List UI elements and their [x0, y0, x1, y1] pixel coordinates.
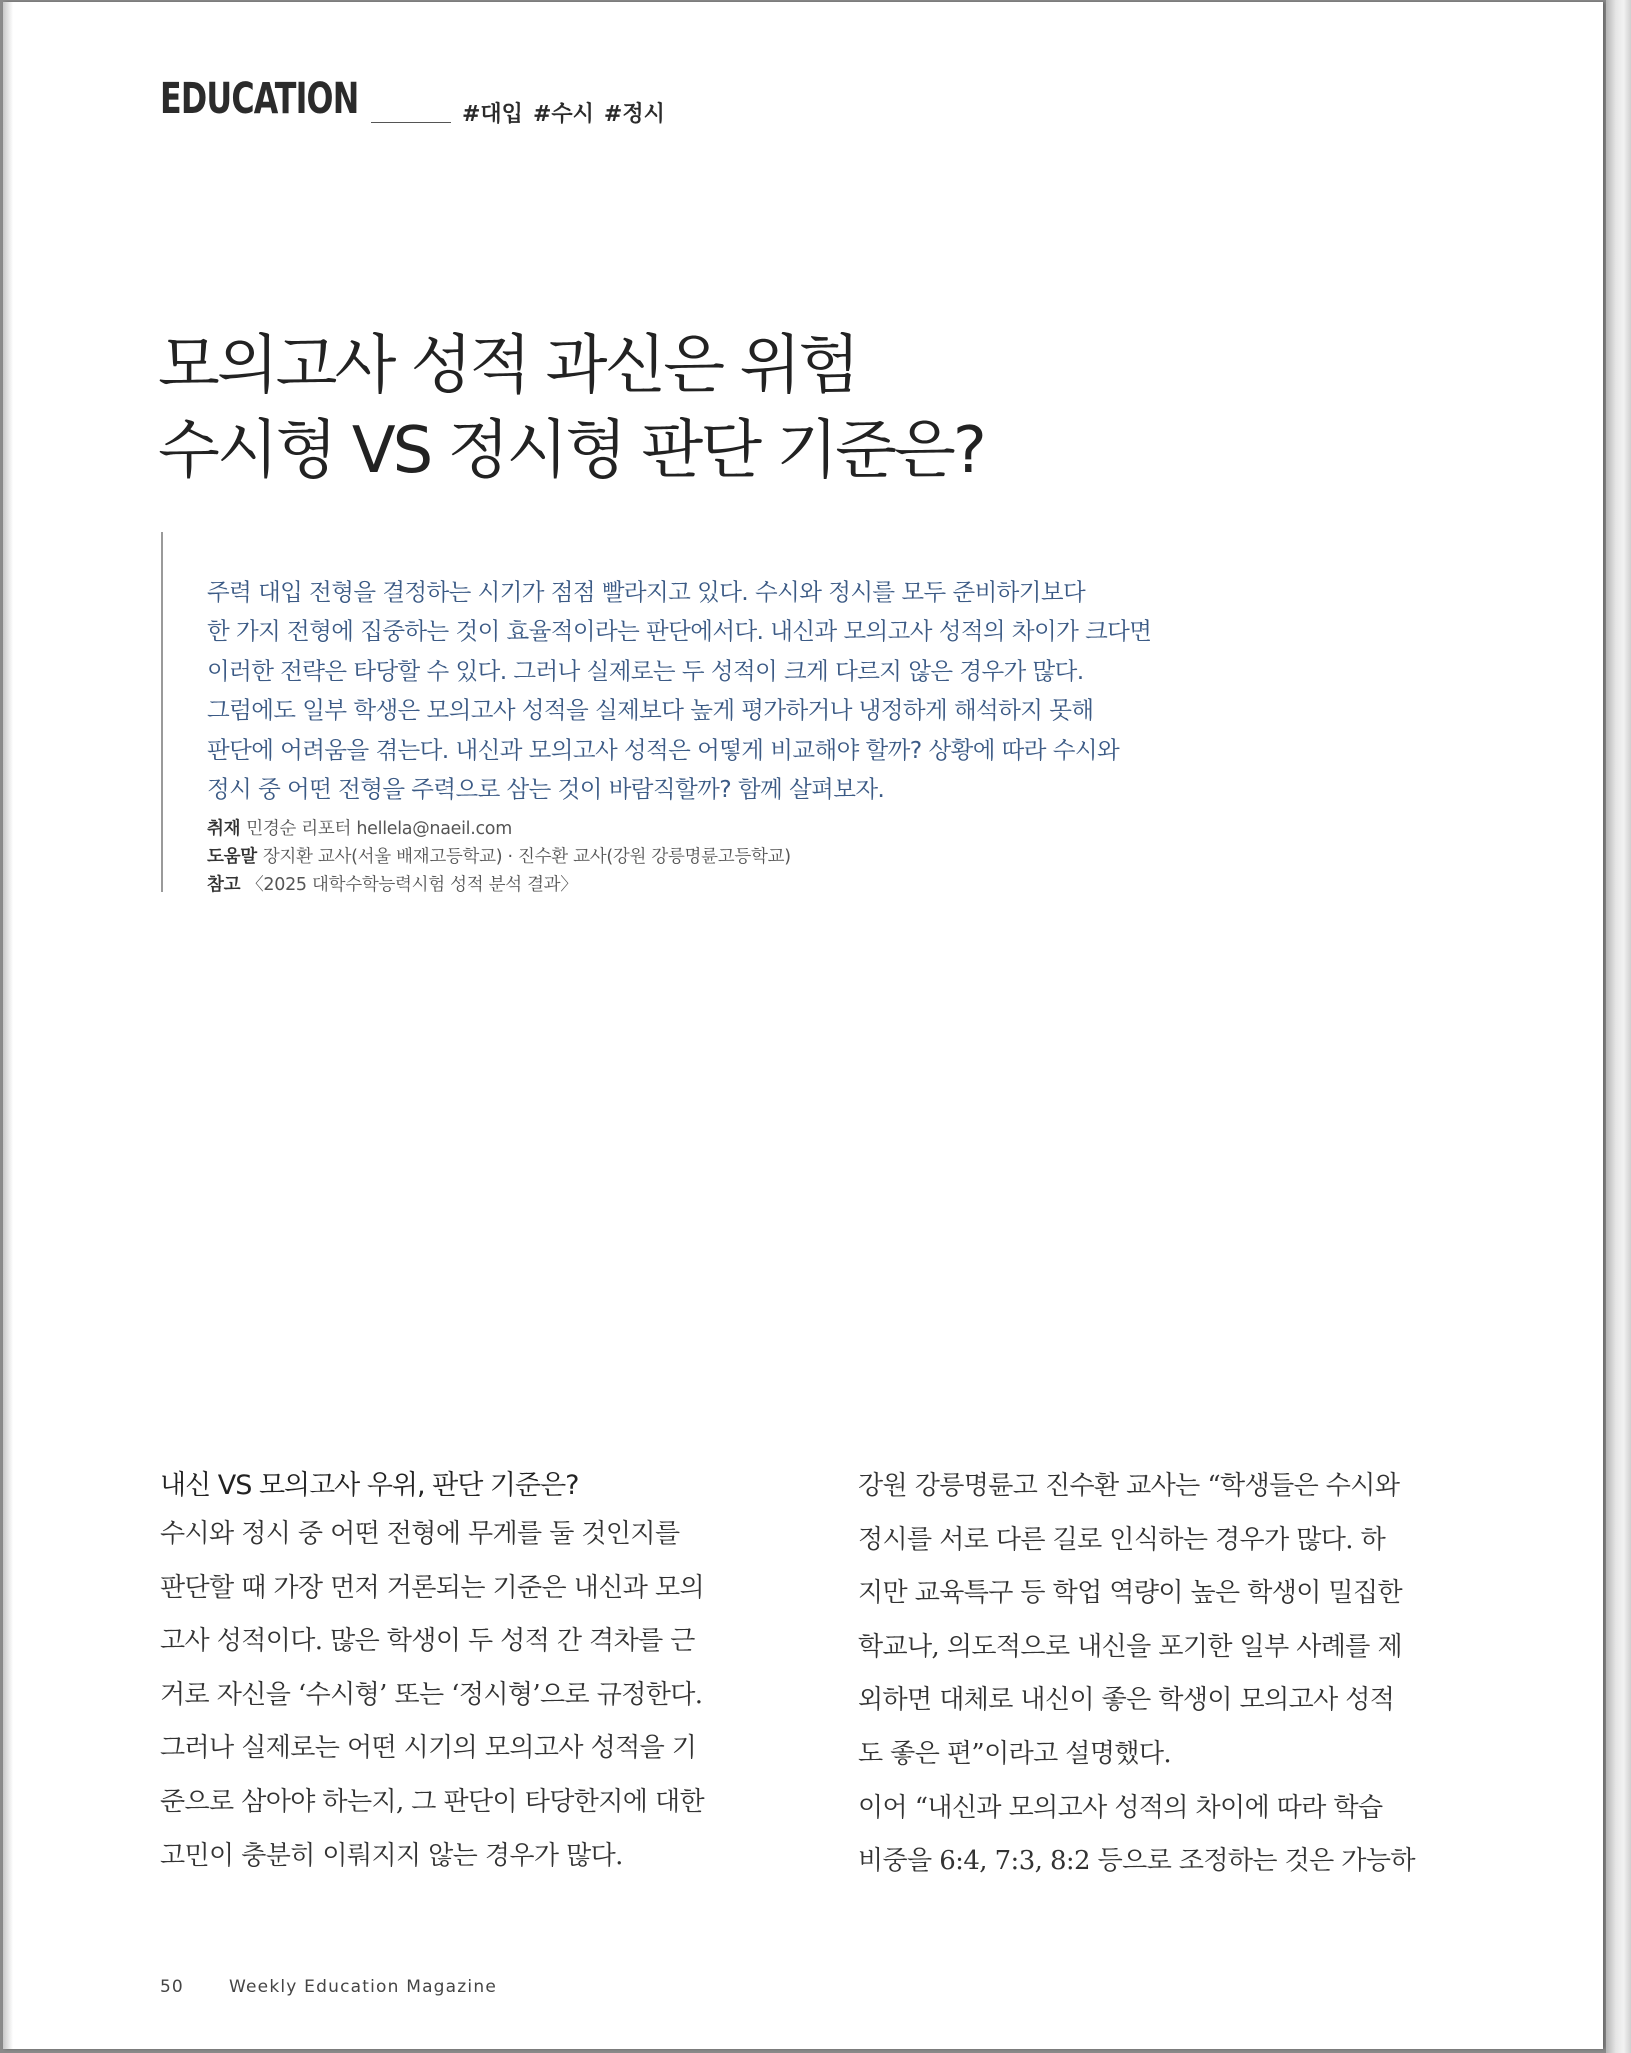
tag-list	[462, 97, 665, 128]
credit-label: 도움말	[207, 847, 257, 867]
body-line: 그러나 실제로는 어떤 시기의 모의고사 성적을 기	[160, 1733, 697, 1764]
body-line: 학교나, 의도적으로 내신을 포기한 일부 사례를 제	[858, 1631, 1402, 1662]
credit-value: 민경순 리포터 hellela@naeil.com	[246, 819, 512, 839]
body-line: 수시와 정시 중 어떤 전형에 무게를 둘 것인지를	[160, 1519, 680, 1549]
credit-label: 참고	[207, 875, 241, 895]
body-line: 거로 자신을 ‘수시형’ 또는 ‘정시형’으로 규정한다.	[160, 1679, 703, 1710]
magazine-name: Weekly Education Magazine	[229, 1977, 497, 1997]
body-line: 고사 성적이다. 많은 학생이 두 성적 간 격차를 근	[160, 1626, 695, 1657]
credit-reference	[207, 871, 1107, 899]
page-edge-shadow	[1606, 0, 1631, 2053]
lead-line: 정시 중 어떤 전형을 주력으로 삼는 것이 바람직할까? 함께 살펴보자.	[207, 775, 885, 804]
tag: #정시	[603, 102, 665, 127]
credit-value: 〈2025 대학수학능력시험 성적 분석 결과〉	[246, 875, 578, 895]
credit-help	[207, 843, 1107, 871]
tag: #수시	[532, 102, 594, 127]
credit-reporter	[207, 815, 1107, 843]
body-line: 판단할 때 가장 먼저 거론되는 기준은 내신과 모의	[160, 1572, 704, 1603]
headline	[158, 324, 1458, 494]
body-line: 지만 교육특구 등 학업 역량이 높은 학생이 밀집한	[858, 1578, 1402, 1609]
lead-line: 이러한 전략은 타당할 수 있다. 그러나 실제로는 두 성적이 크게 다르지 않은 경우가 많다.	[207, 656, 1084, 685]
body-column-right	[858, 1464, 1468, 1889]
body-line: 도 좋은 편”이라고 설명했다.	[858, 1738, 1172, 1769]
magazine-page	[3, 2, 1603, 2049]
lead-paragraph	[207, 573, 1267, 809]
credit-value: 장지환 교사(서울 배재고등학교) · 진수환 교사(강원 강릉명륜고등학교)	[262, 847, 791, 867]
body-line: 비중을 6:4, 7:3, 8:2 등으로 조정하는 것은 가능하	[858, 1846, 1415, 1877]
page-number: 50	[160, 1977, 184, 1997]
tag: #대입	[462, 102, 523, 127]
lead-divider	[161, 532, 163, 892]
headline-line-1: 모의고사 성적 과신은 위험	[158, 329, 858, 403]
body-column-left	[160, 1464, 770, 1883]
body-line: 정시를 서로 다른 길로 인식하는 경우가 많다. 하	[858, 1524, 1386, 1555]
lead-line: 한 가지 전형에 집중하는 것이 효율적이라는 판단에서다. 내신과 모의고사 성적의 차이가 크다면	[207, 617, 1152, 646]
credit-label: 취재	[207, 819, 241, 839]
lead-line: 판단에 어려움을 겪는다. 내신과 모의고사 성적은 어떻게 비교해야 할까? 상황에 따라 수시와	[207, 735, 1120, 764]
body-line: 고민이 충분히 이뤄지지 않는 경우가 많다.	[160, 1840, 623, 1871]
credits	[207, 815, 1107, 899]
lead-line: 그럼에도 일부 학생은 모의고사 성적을 실제보다 높게 평가하거나 냉정하게 해석하지 못해	[207, 696, 1094, 725]
body-line: 준으로 삼아야 하는지, 그 판단이 타당한지에 대한	[160, 1786, 704, 1817]
section-rule	[371, 122, 451, 123]
body-subhead: 내신 VS 모의고사 우위, 판단 기준은?	[160, 1470, 579, 1501]
headline-line-2: 수시형 VS 정시형 판단 기준은?	[158, 414, 984, 488]
body-line: 강원 강릉명륜고 진수환 교사는 “학생들은 수시와	[858, 1471, 1400, 1501]
body-line: 이어 “내신과 모의고사 성적의 차이에 따라 학습	[858, 1792, 1383, 1823]
page-spine-shadow	[3, 2, 13, 2049]
lead-line: 주력 대입 전형을 결정하는 시기가 점점 빨라지고 있다. 수시와 정시를 모두 준비하기보다	[207, 578, 1086, 606]
section-label: EDUCATION	[160, 74, 359, 124]
body-line: 외하면 대체로 내신이 좋은 학생이 모의고사 성적	[858, 1685, 1395, 1716]
